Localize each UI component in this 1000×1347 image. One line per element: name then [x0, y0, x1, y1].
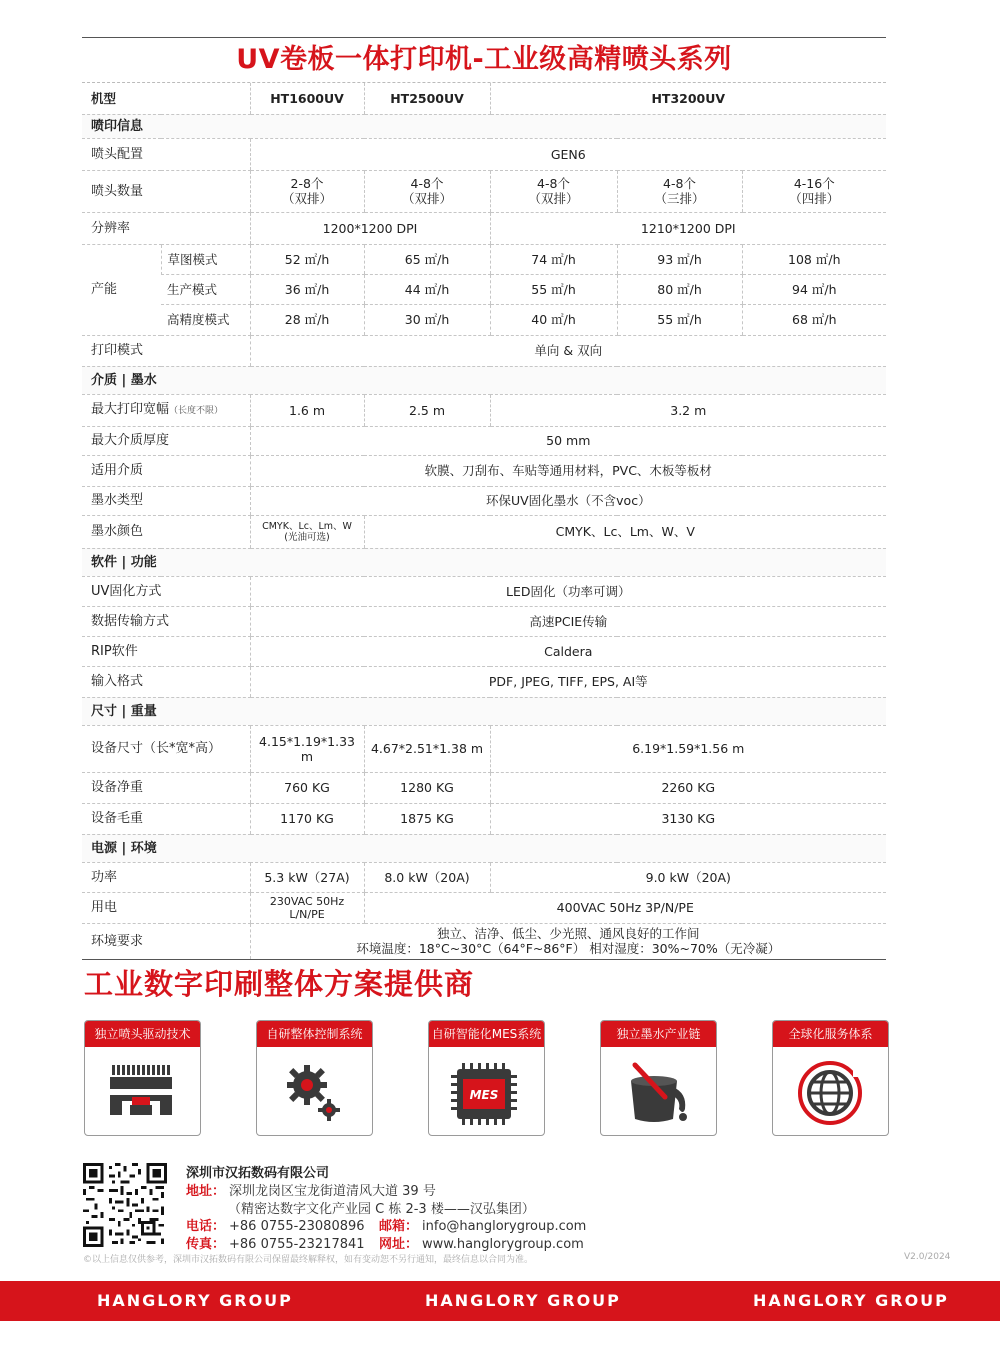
cell-value: PDF, JPEG, TIFF, EPS, AI等 [250, 666, 886, 697]
feature-label: 全球化服务体系 [773, 1021, 888, 1047]
feature-card [256, 1020, 373, 1136]
row-label: 喷头数量 [82, 170, 250, 212]
cell-value: 6.19*1.59*1.56 m [490, 725, 886, 772]
cell-value: 108 ㎡/h [742, 244, 886, 274]
contact-block [83, 1160, 963, 1255]
table-row [82, 244, 886, 274]
feature-label: 独立喷头驱动技术 [85, 1021, 200, 1047]
mode-label: 草图模式 [161, 244, 250, 274]
row-label: 喷头配置 [82, 138, 250, 170]
cell-value: 4.67*2.51*1.38 m [364, 725, 490, 772]
phone-line: 电话： +86 0755-23080896 [186, 1219, 365, 1234]
table-row [82, 212, 886, 244]
table-row [82, 576, 886, 606]
cell-value: 400VAC 50Hz 3P/N/PE [364, 892, 886, 923]
row-label: 数据传输方式 [82, 606, 250, 636]
row-label: 产能 [82, 244, 161, 335]
cell-value: 50 mm [250, 426, 886, 455]
cell-value: 5.3 kW（27A) [250, 862, 364, 892]
section-row [82, 548, 886, 576]
cell-value: 独立、洁净、低尘、少光照、通风良好的工作间 环境温度：18°C~30°C（64°F~86°F） 相对湿度：30%~70%（无冷凝） [250, 923, 886, 959]
printhead-icon [85, 1053, 200, 1133]
table-row [82, 83, 886, 114]
table-row [82, 455, 886, 486]
row-label: 设备净重 [82, 772, 250, 803]
ink-bucket-icon [601, 1053, 716, 1133]
table-row [82, 666, 886, 697]
cell-value: 2.5 m [364, 394, 490, 426]
cell-value: 3130 KG [490, 803, 886, 834]
version-label: V2.0/2024 [904, 1252, 951, 1262]
gears-icon [257, 1053, 372, 1133]
feature-label: 独立墨水产业链 [601, 1021, 716, 1047]
row-label: 设备尺寸（长*宽*高） [82, 725, 250, 772]
mes-chip-icon [429, 1053, 544, 1133]
cell-value: 2-8个 （双排） [250, 170, 364, 212]
feature-label: 自研智能化MES系统 [429, 1021, 544, 1047]
svg-text:MES: MES [469, 1088, 499, 1102]
model-name: HT3200UV [490, 83, 886, 114]
row-label: 打印模式 [82, 335, 250, 366]
website-line[interactable]: 网址： www.hanglorygroup.com [379, 1237, 584, 1252]
globe-icon [773, 1053, 888, 1133]
cell-value: 单向 & 双向 [250, 335, 886, 366]
cell-value: 94 ㎡/h [742, 274, 886, 304]
section-title: 软件 | 功能 [82, 548, 886, 576]
cell-value: 40 ㎡/h [490, 304, 617, 335]
feature-card [600, 1020, 717, 1136]
cell-value: 3.2 m [490, 394, 886, 426]
mode-label: 生产模式 [161, 274, 250, 304]
cell-value: 1280 KG [364, 772, 490, 803]
row-label: 设备毛重 [82, 803, 250, 834]
section-row [82, 114, 886, 138]
cell-value: 36 ㎡/h [250, 274, 364, 304]
table-row [82, 862, 886, 892]
cell-value: 230VAC 50Hz L/N/PE [250, 892, 364, 923]
cell-value: 软膜、刀刮布、车贴等通用材料，PVC、木板等板材 [250, 455, 886, 486]
row-label: 分辨率 [82, 212, 250, 244]
feature-label: 自研整体控制系统 [257, 1021, 372, 1047]
cell-value: CMYK、Lc、Lm、W、V [364, 515, 886, 548]
slogan: 工业数字印刷整体方案提供商 [84, 967, 475, 1001]
table-row [82, 138, 886, 170]
disclaimer: ©以上信息仅供参考，深圳市汉拓数码有限公司保留最终解释权，如有变动恕不另行通知，最终信息以合同为准。 [83, 1255, 534, 1265]
table-row [82, 923, 886, 959]
brand-logo-text: HANGLORY GROUP [97, 1291, 293, 1310]
row-label: 用电 [82, 892, 250, 923]
spec-table [82, 83, 886, 959]
fax-line: 传真： +86 0755-23217841 [186, 1237, 365, 1252]
cell-value: 1170 KG [250, 803, 364, 834]
row-label: RIP软件 [82, 636, 250, 666]
section-title: 喷印信息 [82, 114, 886, 138]
brand-bar [0, 1281, 1000, 1321]
cell-value: 760 KG [250, 772, 364, 803]
cell-value: 55 ㎡/h [617, 304, 742, 335]
table-row [82, 486, 886, 515]
cell-value: 68 ㎡/h [742, 304, 886, 335]
cell-value: 52 ㎡/h [250, 244, 364, 274]
cell-value: 4-8个 （双排） [364, 170, 490, 212]
section-title: 电源 | 环境 [82, 834, 886, 862]
cell-value: 4-8个 （双排） [490, 170, 617, 212]
cell-value: GEN6 [250, 138, 886, 170]
row-label: 机型 [82, 83, 250, 114]
cell-value: 93 ㎡/h [617, 244, 742, 274]
section-title: 介质 | 墨水 [82, 366, 886, 394]
qr-code-icon[interactable] [83, 1163, 167, 1247]
cell-value: 8.0 kW（20A) [364, 862, 490, 892]
table-row [82, 335, 886, 366]
cell-value: 4.15*1.19*1.33 m [250, 725, 364, 772]
section-row [82, 697, 886, 725]
table-row [82, 803, 886, 834]
address-line-2: （精密达数字文化产业园 C 栋 2-3 楼——汉弘集团） [228, 1202, 535, 1217]
cell-value: 44 ㎡/h [364, 274, 490, 304]
table-row [82, 772, 886, 803]
cell-value: 55 ㎡/h [490, 274, 617, 304]
cell-value: 2260 KG [490, 772, 886, 803]
spec-sheet [82, 37, 886, 960]
brand-logo-text: HANGLORY GROUP [425, 1291, 621, 1310]
mode-label: 高精度模式 [161, 304, 250, 335]
table-row [82, 170, 886, 212]
cell-value: 环保UV固化墨水（不含voc） [250, 486, 886, 515]
section-title: 尺寸 | 重量 [82, 697, 886, 725]
email-line[interactable]: 邮箱： info@hanglorygroup.com [379, 1219, 587, 1234]
cell-value: 74 ㎡/h [490, 244, 617, 274]
row-label: 最大介质厚度 [82, 426, 250, 455]
cell-value: 65 ㎡/h [364, 244, 490, 274]
table-row [82, 636, 886, 666]
model-name: HT2500UV [364, 83, 490, 114]
table-row [82, 725, 886, 772]
cell-value: Caldera [250, 636, 886, 666]
address-line: 地址： 深圳龙岗区宝龙街道清风大道 39 号 [186, 1184, 436, 1199]
row-label: 环境要求 [91, 933, 144, 949]
cell-value: 28 ㎡/h [250, 304, 364, 335]
cell-value: 80 ㎡/h [617, 274, 742, 304]
feature-card [84, 1020, 201, 1136]
cell-value: 9.0 kW（20A) [490, 862, 886, 892]
model-name: HT1600UV [250, 83, 364, 114]
row-label: UV固化方式 [82, 576, 250, 606]
cell-value: 1.6 m [250, 394, 364, 426]
cell-value: 4-16个 （四排） [742, 170, 886, 212]
cell-value: LED固化（功率可调） [250, 576, 886, 606]
feature-cards [84, 1020, 888, 1138]
table-row [82, 274, 886, 304]
table-row [82, 606, 886, 636]
row-label: 最大打印宽幅（长度不限） [82, 394, 250, 426]
brand-logo-text: HANGLORY GROUP [753, 1291, 949, 1310]
section-row [82, 366, 886, 394]
row-label: 功率 [82, 862, 250, 892]
table-row [82, 394, 886, 426]
cell-value: 4-8个 （三排） [617, 170, 742, 212]
table-row [82, 304, 886, 335]
cell-value: 1210*1200 DPI [490, 212, 886, 244]
section-row [82, 834, 886, 862]
cell-value: 高速PCIE传输 [250, 606, 886, 636]
feature-card [428, 1020, 545, 1136]
cell-value: 30 ㎡/h [364, 304, 490, 335]
table-row [82, 892, 886, 923]
cell-value: 1875 KG [364, 803, 490, 834]
table-row [82, 426, 886, 455]
spec-title: UV卷板一体打印机-工业级高精喷头系列 [82, 38, 886, 83]
table-row [82, 515, 886, 548]
feature-card [772, 1020, 889, 1136]
cell-value: CMYK、Lc、Lm、W (光油可选) [250, 515, 364, 548]
row-label: 墨水颜色 [82, 515, 250, 548]
row-label: 输入格式 [82, 666, 250, 697]
company-name: 深圳市汉拓数码有限公司 [186, 1166, 330, 1181]
row-label: 墨水类型 [82, 486, 250, 515]
row-label: 适用介质 [82, 455, 250, 486]
cell-value: 1200*1200 DPI [250, 212, 490, 244]
